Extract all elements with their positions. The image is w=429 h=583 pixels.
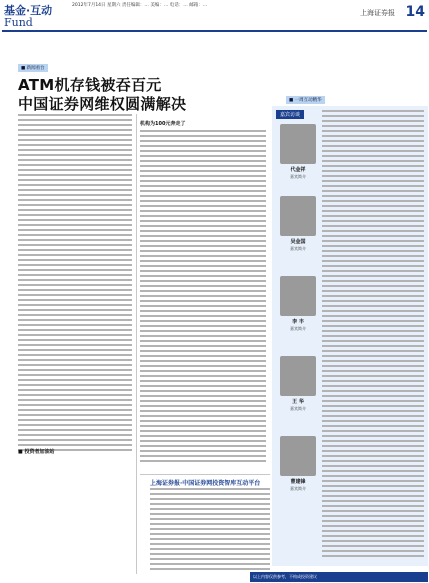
bottom-divider	[140, 474, 270, 475]
guest-1-caption: 嘉宾简介	[290, 174, 306, 179]
guest-5-name: 曹建锋	[290, 479, 306, 485]
right-panel-body	[322, 110, 424, 560]
page-number: 14	[405, 4, 425, 20]
headline-line-2: 中国证券网维权圆满解决	[18, 95, 187, 113]
bottom-headline: 上海证券报·中国证券网投资智库互动平台	[150, 480, 261, 487]
guest-4-name: 王 华	[292, 399, 304, 405]
article-body-col-2	[140, 130, 266, 465]
article-tag: ■ 新闻看台	[18, 64, 48, 72]
guest-1-avatar	[280, 124, 316, 164]
section-title-en: Fund	[4, 16, 33, 29]
guest-4-caption: 嘉宾简介	[290, 406, 306, 411]
guest-5-caption: 嘉宾简介	[290, 486, 306, 491]
guest-2-name: 吴金国	[290, 239, 306, 245]
right-panel-title: 嘉宾访谈	[276, 110, 304, 119]
column-divider	[136, 114, 137, 574]
guest-2-caption: 嘉宾简介	[290, 246, 306, 251]
bottom-body	[150, 488, 270, 573]
header-meta: 2012年7月14日 星期六 责任编辑：… 美编：… 电话：… 邮箱：…	[72, 3, 208, 8]
article-body-col-1	[18, 114, 132, 454]
section-title: 基金·互动	[4, 4, 53, 17]
page-footer: 以上内容仅供参考，不构成投资建议	[250, 572, 428, 582]
subhead-100yuan: 机构为100元奔走了	[140, 121, 186, 127]
guest-5-avatar	[280, 436, 316, 476]
newspaper-name: 上海证券报	[360, 9, 395, 17]
right-panel-tag: ■ 一周互动精华	[286, 96, 325, 104]
right-panel	[272, 98, 428, 566]
guest-2-avatar	[280, 196, 316, 236]
headline-line-1: ATM机存钱被吞百元	[18, 76, 162, 94]
header-rule	[2, 30, 427, 32]
guest-3-caption: 嘉宾简介	[290, 326, 306, 331]
page-header	[0, 0, 429, 30]
guest-1-name: 代金祥	[290, 167, 306, 173]
guest-3-name: 李 丰	[292, 319, 304, 325]
subhead-investor: ■ 投资者加油站	[18, 449, 55, 455]
guest-4-avatar	[280, 356, 316, 396]
guest-3-avatar	[280, 276, 316, 316]
